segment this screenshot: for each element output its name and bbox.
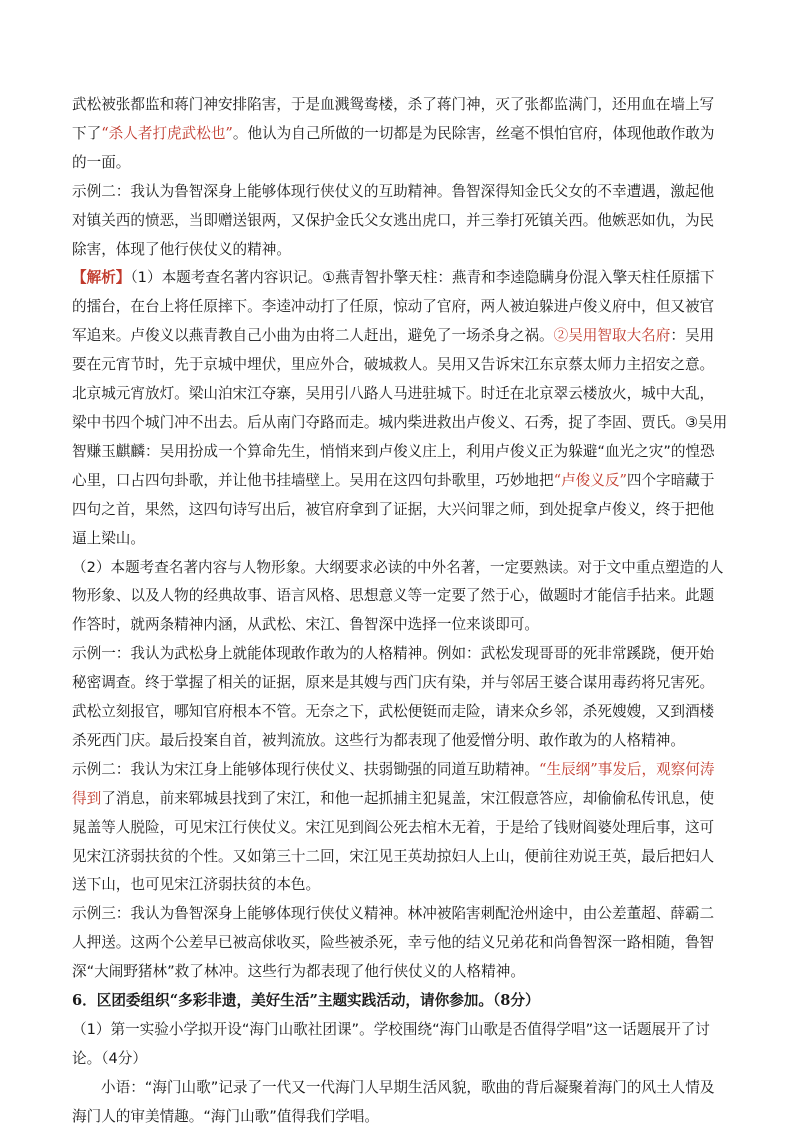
analysis-text: ：吴用要在元宵节时，先于京城中埋伏，里应外合，破城救人。吴用又告诉宋江东京蔡太师力主招安之意。北京城元宵放灯。梁山泊宋江夺寨，吴用引八路人马进驻城下。时迁在北京翠云楼放火，城中大乱，梁中书四个城门冲不出去。后从南门夺路而走。城内柴进救出卢俊义、石秀，捉了李固、贾氏。③吴用智赚玉麒麟：吴用扮成一个算命先生，悄悄来到卢俊义庄上，利用卢俊义正为躲避“血光之灾”的惶恐心里，口占四句卦歌，并让他书挂墙壁上。吴用在这四句卦歌里，巧妙地把 bbox=[72, 327, 728, 489]
example-two bbox=[72, 756, 728, 901]
highlighted-quote: “卢俊义反” bbox=[553, 471, 627, 489]
answer-example-two: 示例二：我认为鲁智深身上能够体现行侠仗义的互助精神。鲁智深得知金氏父女的不幸遭遇，激起他对镇关西的愤恶，当即赠送银两，又保护金氏父女逃出虎口，并三拳打死镇关西。他嫉恶如仇，为民除害，体现了他行侠仗义的精神。 bbox=[72, 182, 715, 258]
example-three: 示例三：我认为鲁智深身上能够体现行侠仗义精神。林冲被陷害刺配沧州途中，由公差董超、薛霸二人押送。这两个公差早已被高俅收买，险些被杀死，幸亏他的结义兄弟花和尚鲁智深一路相随，鲁智深“大闹野猪林”救了林冲。这些行为都表现了他行侠仗义的人格精神。 bbox=[72, 905, 715, 981]
question-6-heading: 6．区团委组织“多彩非遗，美好生活”主题实践活动，请你参加。（8分） bbox=[72, 992, 540, 1010]
analysis-tag: 【解析】 bbox=[72, 269, 131, 287]
question-6-part-1: （1）第一实验小学拟开设“海门山歌社团课”。学校围绕“海门山歌是否值得学唱”这一话题展开了讨论。（4分） bbox=[72, 1021, 710, 1067]
analysis-text: 四个字暗藏于四句之首，果然，这四句诗写出后，被官府拿到了证据，大兴问罪之师，到处捉拿卢俊义，终于把他逼上梁山。 bbox=[72, 471, 715, 547]
highlighted-text: “生辰纲”事发后，观察何涛得到 bbox=[72, 760, 715, 807]
highlighted-title: ②吴用智取大名府 bbox=[553, 327, 671, 345]
answer-text: 。他认为自己所做的一切都是为民除害，丝毫不惧怕官府，体现他敢作敢为的一面。 bbox=[72, 124, 715, 171]
document-page bbox=[72, 91, 728, 1132]
analysis-paragraph bbox=[72, 264, 728, 553]
example-text: 了消息，前来郓城县找到了宋江，和他一起抓捕主犯晁盖，宋江假意答应，却偷偷私传讯息，使晁盖等人脱险，可见宋江行侠仗义。宋江见到阎公死去棺木无着，于是给了钱财阎婆处理后事，这可见宋江济弱扶贫的个性。又如第三十二回，宋江见王英劫掠妇人上山，便前往劝说王英，最后把妇人送下山，也可见宋江济弱扶贫的本色。 bbox=[72, 789, 715, 894]
example-one: 示例一：我认为武松身上就能体现敢作敢为的人格精神。例如：武松发现哥哥的死非常蹊跷，便开始秘密调查。终于掌握了相关的证据，原来是其嫂与西门庆有染，并与邻居王婆合谋用毒药将兄害死。武松立刻报官，哪知官府根本不管。无奈之下，武松便铤而走险，请来众乡邻，杀死嫂嫂，又到酒楼杀死西门庆。最后投案自首，被判流放。这些行为都表现了他爱憎分明、敢作敢为的人格精神。 bbox=[72, 645, 715, 749]
example-text: 示例二：我认为宋江身上能够体现行侠仗义、扶弱锄强的同道互助精神。 bbox=[72, 760, 540, 778]
analysis-part-two: （2）本题考查名著内容与人物形象。大纲要求必读的中外名著，一定要熟读。对于文中重点塑造的人物形象、以及人物的经典故事、语言风格、思想意义等一定要了然于心，做题时才能信手拈来。此题作答时，就两条精神内涵，从武松、宋江、鲁智深中选择一位来谈即可。 bbox=[72, 558, 724, 634]
highlighted-quote: “杀人者打虎武松也” bbox=[101, 124, 233, 142]
answer-paragraph-wusong bbox=[72, 91, 728, 178]
answer-text: 武松被张都监和蒋门神安排陷害，于是血溅鸳鸯楼，杀了蒋门神，灭了张都监满门，还用血在墙上写下了 bbox=[72, 96, 715, 142]
analysis-text: （1）本题考查名著内容识记。①燕青智扑擎天柱：燕青和李逵隐瞒身份混入擎天柱任原擂下的擂台，在台上将任原摔下。李逵冲动打了任原，惊动了官府，两人被迫躲进卢俊义府中，但又被官军追来。卢俊义以燕青教自己小曲为由将二人赶出，避免了一场杀身之祸。 bbox=[72, 269, 715, 345]
xiaoyu-statement: 小语：“海门山歌”记录了一代又一代海门人早期生活风貌，歌曲的背后凝聚着海门的风土人情及海门人的审美情趣。“海门山歌”值得我们学唱。 bbox=[72, 1078, 715, 1125]
